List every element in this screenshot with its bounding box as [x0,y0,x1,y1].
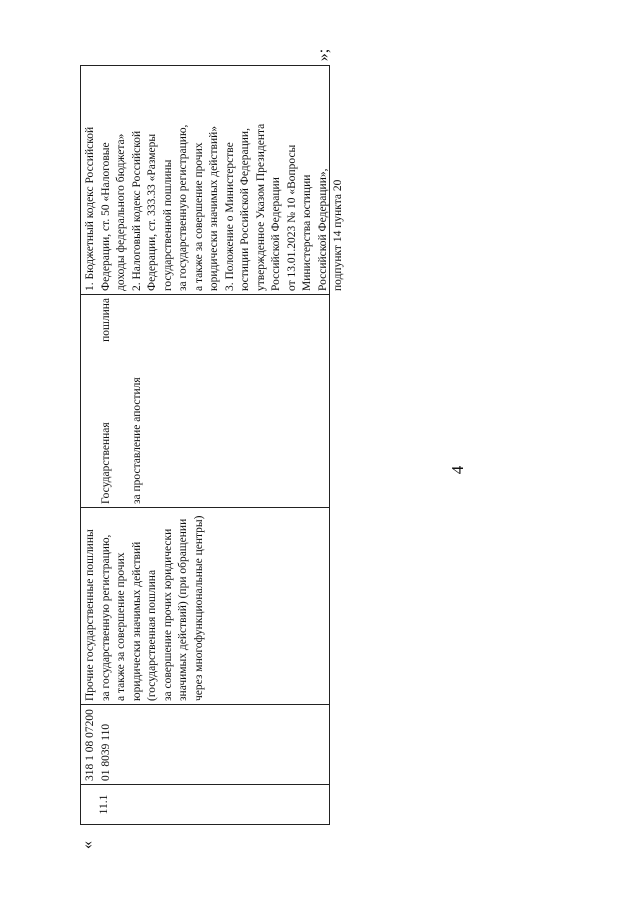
description-line-2: за проставление апостиля [130,377,143,504]
description-line-1: Государственная пошлина [99,298,112,504]
page-number: 4 [448,465,467,475]
budget-code-cell: 318 1 08 07200 01 8039 110 [81,704,329,784]
table-row [80,65,344,825]
row-number-cell: 11.1 [81,784,329,824]
closing-quote: »; [315,48,333,62]
legal-basis-cell: 1. Бюджетный кодекс Российской Федерации, ст. 50 «Налоговые доходы федерального бюджета» 2. Налоговый кодекс Российской Федерации, ст. 333.33 «Размеры государственной пошлины за государственную регистрацию, а также за совершение прочих юридически значимых действий» 3. Положение о Министерстве юстиции Российской Федерации, утвержденное Указом Президента Российской Федерации от 13.01.2023 № 10 «Вопросы Министерства юстиции Российской Федерации», подпункт 14 пункта 20 [84,123,344,291]
fees-table [80,65,344,825]
income-name-cell: Прочие государственные пошлины за государственную регистрацию, а также за совершение прочих юридически значимых действий (государственная пошлина за совершение прочих юридически значимых действий) (при обращении через многофункциональные центры) [81,507,329,704]
opening-quote: « [79,841,96,849]
description-cell [81,294,329,507]
